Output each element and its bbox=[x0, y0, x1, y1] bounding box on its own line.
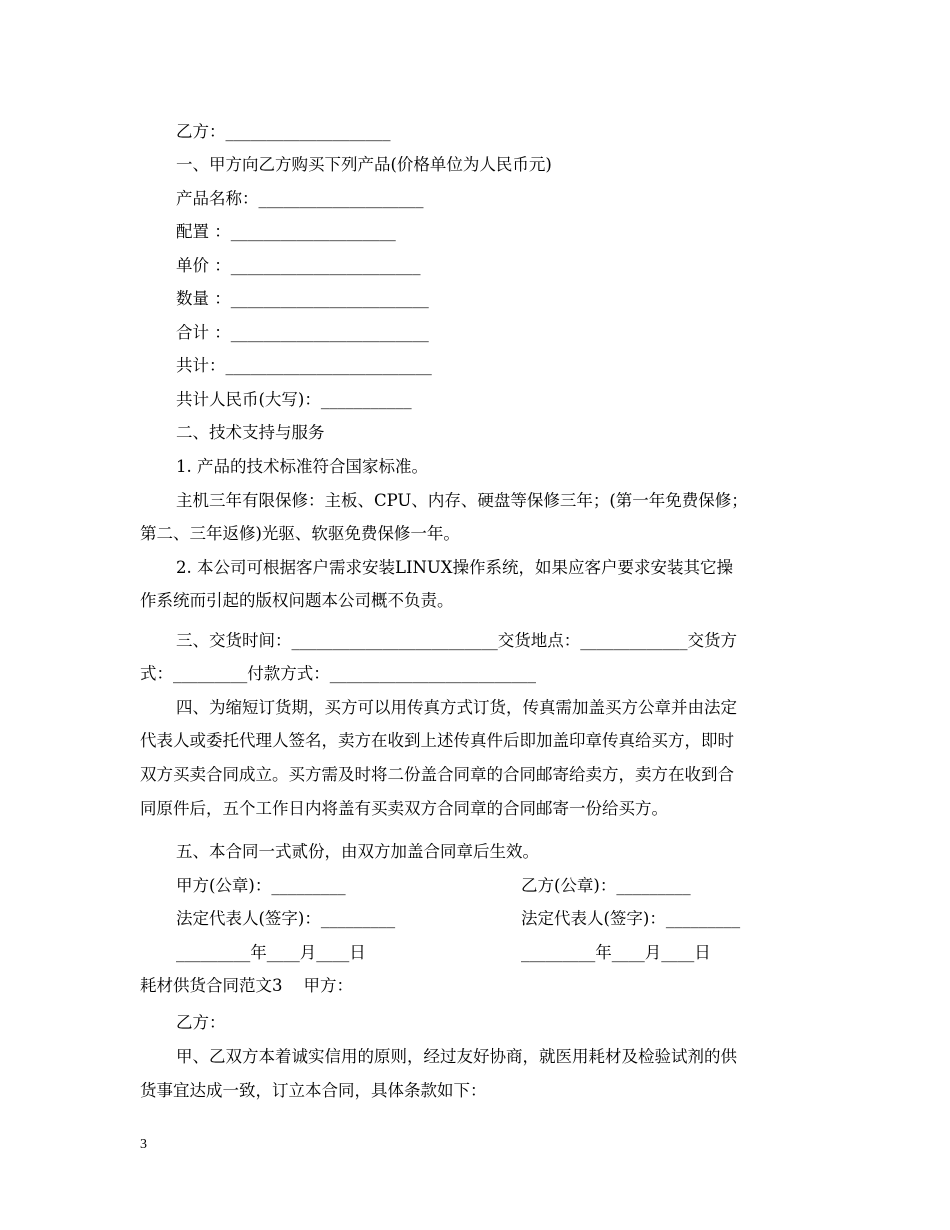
subtotal-line: 合计 ：________________________ bbox=[176, 323, 429, 342]
party-b-representative: 法定代表人(签字)：_________ bbox=[521, 909, 741, 928]
quantity-line: 数量 ：________________________ bbox=[176, 289, 429, 308]
section-2-heading: 二、技术支持与服务 bbox=[176, 423, 325, 442]
party-a-date: _________年____月____日 bbox=[176, 943, 366, 962]
page-number: 3 bbox=[140, 1137, 147, 1152]
product-name-line: 产品名称：____________________ bbox=[176, 189, 424, 208]
section-1-heading: 一、甲方向乙方购买下列产品(价格单位为人民币元) bbox=[176, 155, 552, 174]
section-4-line-4: 同原件后，五个工作日内将盖有买卖双方合同章的合同邮寄一份给买方。 bbox=[140, 799, 668, 818]
party-a-seal: 甲方(公章)：_________ bbox=[176, 876, 346, 895]
section-4-line-2: 代表人或委托代理人签名，卖方在收到上述传真件后即加盖印章传真给买方，即时 bbox=[140, 731, 734, 750]
clause-2-2-line-1: 2. 本公司可根据客户需求安装LINUX操作系统，如果应客户要求安装其它操 bbox=[176, 558, 734, 577]
party-b-seal: 乙方(公章)：_________ bbox=[521, 876, 691, 895]
clause-2-1: 1. 产品的技术标准符合国家标准。 bbox=[176, 457, 428, 476]
sample-3-party-b: 乙方： bbox=[176, 1013, 226, 1032]
warranty-paragraph-line-2: 第二、三年返修)光驱、软驱免费保修一年。 bbox=[140, 524, 460, 543]
section-3-line-2: 式：_________付款方式：_________________________ bbox=[140, 664, 536, 683]
party-b-date: _________年____月____日 bbox=[521, 943, 711, 962]
sample-3-intro-line-2: 货事宜达成一致，订立本合同，具体条款如下： bbox=[140, 1081, 487, 1100]
total-rmb-uppercase-line: 共计人民币(大写)：___________ bbox=[176, 390, 412, 409]
section-4-line-3: 双方买卖合同成立。买方需及时将二份盖合同章的合同邮寄给卖方，卖方在收到合 bbox=[140, 765, 734, 784]
party-a-representative: 法定代表人(签字)：_________ bbox=[176, 909, 396, 928]
sample-3-intro-line-1: 甲、乙双方本着诚实信用的原则，经过友好协商，就医用耗材及检验试剂的供 bbox=[176, 1047, 737, 1066]
clause-2-2-line-2: 作系统而引起的版权问题本公司概不负责。 bbox=[140, 591, 454, 610]
section-5-line: 五、本合同一式贰份，由双方加盖合同章后生效。 bbox=[176, 842, 539, 861]
party-b-line: 乙方：____________________ bbox=[176, 122, 391, 141]
unit-price-line: 单价 ：_______________________ bbox=[176, 256, 421, 275]
section-4-line-1: 四、为缩短订货期，买方可以用传真方式订货，传真需加盖买方公章并由法定 bbox=[176, 698, 737, 717]
total-line: 共计：_________________________ bbox=[176, 356, 432, 375]
configuration-line: 配置 ：____________________ bbox=[176, 222, 396, 241]
warranty-paragraph-line-1: 主机三年有限保修：主板、CPU、内存、硬盘等保修三年；(第一年免费保修； bbox=[176, 491, 748, 510]
section-3-line-1: 三、交货时间：_________________________交货地点：_____________交货方 bbox=[176, 631, 737, 650]
sample-3-heading: 耗材供货合同范文3 甲方： bbox=[140, 976, 353, 995]
